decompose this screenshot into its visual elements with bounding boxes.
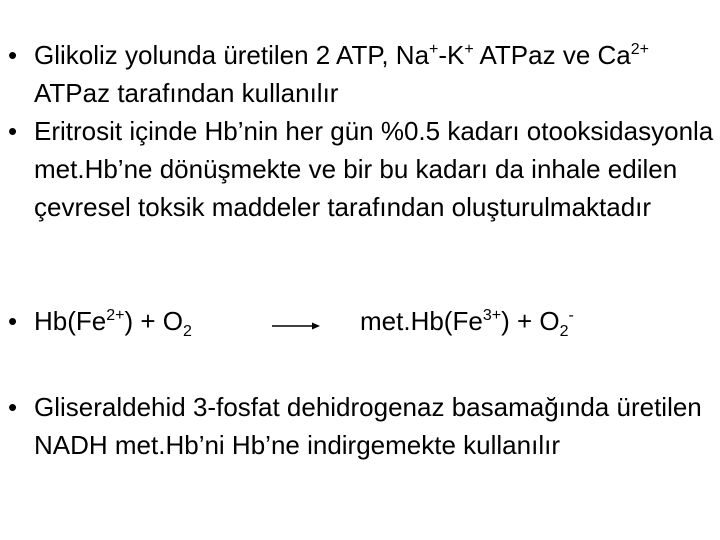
charge-superscript: + [429,41,439,58]
reaction-products [360,302,574,340]
charge-superscript: 2+ [106,307,125,324]
product-text: ) + O [501,306,560,336]
charge-superscript: 2+ [630,41,649,58]
text-fragment: ATPaz tarafından kullanılır [34,78,339,108]
bullet-marker: • [8,40,18,70]
charge-superscript: + [464,41,474,58]
bullet-text-glikoliz [34,36,714,112]
bullet-text-gliseraldehid: Gliseraldehid 3-fosfat dehidrogenaz basamağında üretilen NADH met.Hb’ni Hb’ne indirgemekte kullanılır [34,392,702,460]
subscript: 2 [183,323,192,340]
charge-superscript: 3+ [482,307,502,324]
text-fragment: Glikoliz yolunda üretilen 2 ATP, Na [34,40,430,70]
subscript: 2 [559,323,569,340]
bullet-marker: • [8,116,18,146]
bullet-marker: • [8,306,18,336]
reactant-text: Hb(Fe [34,306,107,336]
charge-superscript: - [568,307,574,324]
text-fragment: ATPaz ve Ca [473,40,631,70]
reaction-reactants [34,302,192,340]
text-fragment: -K [438,40,465,70]
bullet-marker: • [8,392,18,422]
bullet-text-eritrosit: Eritrosit içinde Hb’nin her gün %0.5 kadarı otooksidasyonla met.Hb’ne dönüşmekte ve bir bu kadarı da inhale edilen çevresel toksik maddeler tarafından oluşturulmaktadır [34,116,714,222]
reactant-text: ) + O [124,306,184,336]
product-text: met.Hb(Fe [360,306,483,336]
right-arrow-icon [272,321,320,331]
